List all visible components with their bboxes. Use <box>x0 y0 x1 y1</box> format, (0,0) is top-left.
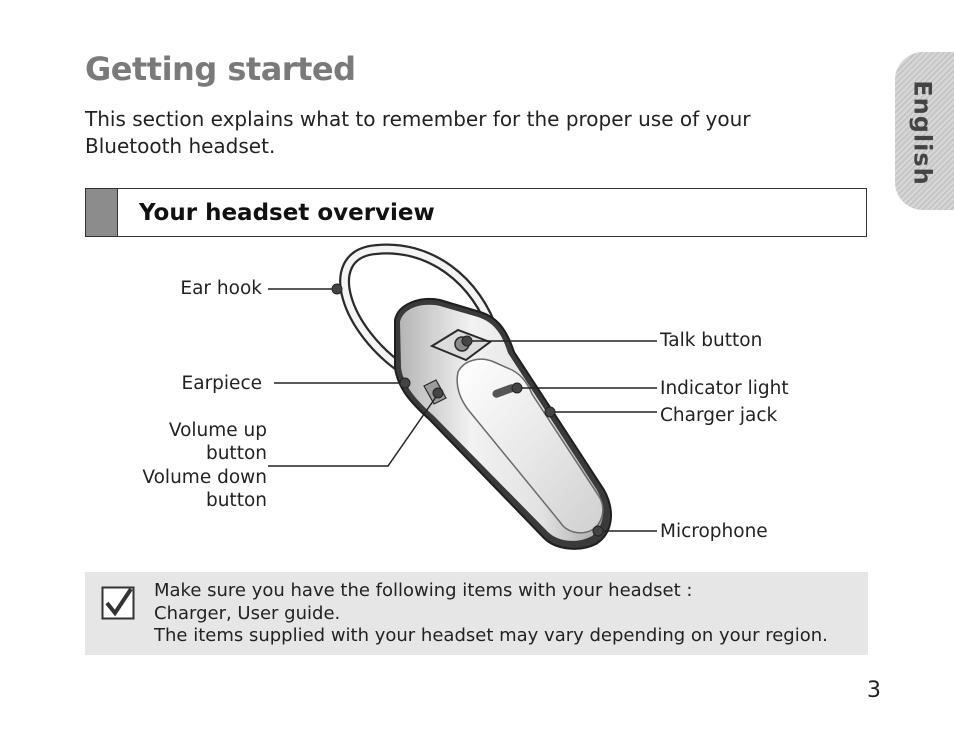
checkbox-check-icon <box>101 586 135 620</box>
label-ear-hook: Ear hook <box>180 278 262 299</box>
label-volume-up-2: button <box>205 443 267 464</box>
label-volume-down-1: Volume down <box>142 467 267 488</box>
section-title: Your headset overview <box>139 200 435 226</box>
note-text <box>154 580 828 648</box>
note-box <box>85 572 868 655</box>
page-number: 3 <box>867 678 881 703</box>
label-indicator-light: Indicator light <box>660 378 789 399</box>
note-line: The items supplied with your headset may vary depending on your region. <box>154 625 828 646</box>
label-talk-button: Talk button <box>660 330 763 351</box>
label-charger-jack: Charger jack <box>660 405 778 426</box>
marker-ear-hook <box>332 284 342 294</box>
label-volume-down-2: button <box>205 490 267 511</box>
leader-volume <box>268 394 438 466</box>
marker-volume <box>433 388 443 398</box>
label-volume-up-1: Volume up <box>168 420 267 441</box>
marker-indicator <box>512 383 522 393</box>
marker-microphone <box>593 526 603 536</box>
note-line: Make sure you have the following items with your headset : <box>154 580 693 601</box>
language-tab-label: English <box>909 80 938 186</box>
marker-charger <box>545 407 555 417</box>
marker-earpiece <box>400 378 410 388</box>
page-title: Getting started <box>85 50 356 88</box>
note-line: Charger, User guide. <box>154 602 341 624</box>
label-earpiece: Earpiece <box>181 373 262 394</box>
intro-paragraph: This section explains what to remember for the proper use of your Bluetooth headset. <box>85 107 751 158</box>
marker-talk <box>462 336 472 346</box>
label-microphone: Microphone <box>660 521 768 542</box>
